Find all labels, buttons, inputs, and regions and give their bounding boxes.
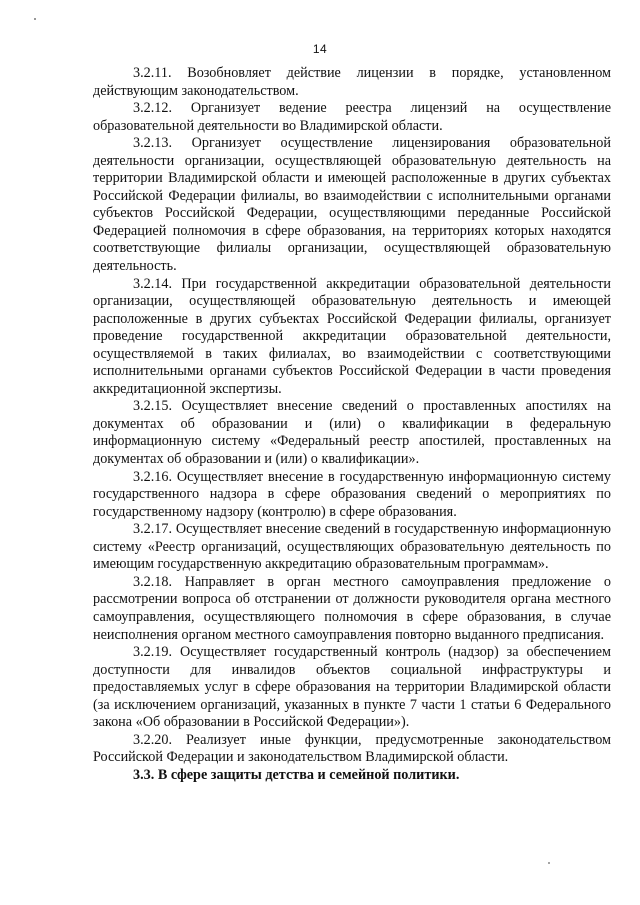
scan-dot-mark: [34, 18, 36, 20]
document-body: [93, 65, 611, 784]
paragraph-3-2-19: 3.2.19. Осуществляет государственный контроль (надзор) за обеспечением доступности для инвалидов объектов социальной инфраструктуры и предоставляемых услуг в сфере образования на территории Владимирской области (за исключением организаций, указанных в пункте 7 части 1 статьи 6 Федерального закона «Об образовании в Российской Федерации»).: [93, 644, 611, 731]
paragraph-3-2-18: 3.2.18. Направляет в орган местного самоуправления предложение о рассмотрении вопроса об отстранении от должности руководителя органа местного самоуправления, осуществляющего полномочия в сфере образования, в случае неисполнения органом местного самоуправления повторно выданного предписания.: [93, 573, 611, 643]
paragraph-3-2-17: 3.2.17. Осуществляет внесение сведений в государственную информационную систему «Реестр организаций, осуществляющих образовательную деятельность по имеющим государственную аккредитацию образовательным программам».: [93, 521, 611, 573]
paragraph-3-2-16: 3.2.16. Осуществляет внесение в государственную информационную систему государственного надзора в сфере образования сведений о мероприятиях по государственному надзору (контролю) в сфере образования.: [93, 468, 611, 520]
section-heading-3-3: 3.3. В сфере защиты детства и семейной политики.: [133, 766, 460, 783]
scan-dot-mark-bottom: [548, 862, 550, 864]
paragraph-3-2-12: 3.2.12. Организует ведение реестра лицензий на осуществление образовательной деятельности во Владимирской области.: [93, 100, 611, 134]
paragraph-3-2-11: 3.2.11. Возобновляет действие лицензии в порядке, установленном действующим законодательством.: [93, 65, 611, 99]
paragraph-3-2-20: 3.2.20. Реализует иные функции, предусмотренные законодательством Российской Федерации и законодательством Владимирской области.: [93, 731, 611, 766]
paragraph-3-2-15: 3.2.15. Осуществляет внесение сведений о проставленных апостилях на документах об образовании и (или) о квалификации в федеральную информационную систему «Федеральный реестр апостилей, проставленных на документах об образовании и (или) о квалификации».: [93, 398, 611, 468]
paragraph-3-2-13: 3.2.13. Организует осуществление лицензирования образовательной деятельности организации, осуществляющей образовательную деятельность на территории Владимирской области и имеющей расположенные в других субъектах Российской Федерации филиалы, во взаимодействии с исполнительными органами субъектов Российской Федерации, осуществляющими переданные Российской Федерацией полномочия в сфере образования, на территориях которых находятся соответствующие филиалы организации, осуществляющей образовательную деятельность.: [93, 135, 611, 275]
paragraph-3-2-14: 3.2.14. При государственной аккредитации образовательной деятельности организации, осуществляющей образовательную деятельность и имеющей расположенные в других субъектах Российской Федерации филиалы, организует проведение государственной аккредитации образовательной деятельности, осуществляемой в таких филиалах, во взаимодействии с соответствующими исполнительными органами субъектов Российской Федерации в части проведения аккредитационной экспертизы.: [93, 275, 611, 397]
page-number: 14: [312, 42, 328, 56]
